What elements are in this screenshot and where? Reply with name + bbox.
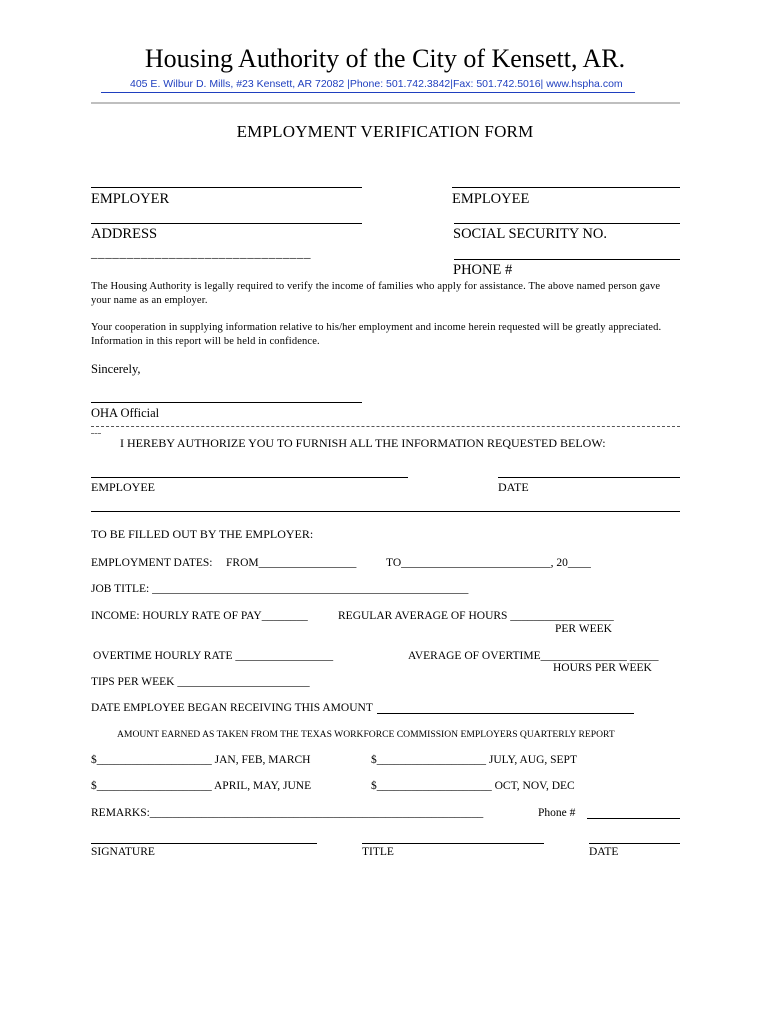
- employment-to-field[interactable]: TO__________________________, 20____: [386, 557, 591, 569]
- quarter-oct-dec-field[interactable]: $____________________ OCT, NOV, DEC: [371, 780, 575, 792]
- date-began-label: DATE EMPLOYEE BEGAN RECEIVING THIS AMOUNT: [91, 702, 373, 714]
- regular-average-hours-field[interactable]: REGULAR AVERAGE OF HOURS __________________: [338, 610, 614, 622]
- date-began-line[interactable]: [377, 713, 634, 714]
- employer-name-line[interactable]: [91, 187, 362, 188]
- letter-paragraph-2: Your cooperation in supplying information relative to his/her employment and income herein requested will be greatly appreciated. Information in this report will be held in confidence.: [91, 322, 662, 347]
- employer-label: EMPLOYER: [91, 191, 170, 207]
- ssn-label: SOCIAL SECURITY NO.: [453, 226, 607, 242]
- per-week-label: PER WEEK: [555, 623, 612, 635]
- overtime-hourly-rate-field[interactable]: OVERTIME HOURLY RATE _________________: [93, 650, 334, 662]
- signature-label: SIGNATURE: [91, 846, 155, 858]
- job-title-field[interactable]: JOB TITLE: _______________________________________________________: [91, 583, 469, 595]
- phone-line[interactable]: [454, 259, 680, 260]
- official-signature-line[interactable]: [91, 402, 362, 403]
- contact-line[interactable]: 405 E. Wilbur D. Mills, #23 Kensett, AR 72082 |Phone: 501.742.3842|Fax: 501.742.5016| www.hspha.com: [130, 78, 623, 90]
- employee-name-line[interactable]: [452, 187, 680, 188]
- quarter-jul-sep-field[interactable]: $___________________ JULY, AUG, SEPT: [371, 754, 577, 766]
- employer-signature-line[interactable]: [91, 843, 317, 844]
- tips-per-week-field[interactable]: TIPS PER WEEK _______________________: [91, 676, 310, 688]
- amount-earned-heading: AMOUNT EARNED AS TAKEN FROM THE TEXAS WORKFORCE COMMISSION EMPLOYERS QUARTERLY REPORT: [117, 729, 615, 740]
- authorization-employee-label: EMPLOYEE: [91, 480, 155, 494]
- employee-label: EMPLOYEE: [452, 191, 530, 207]
- authorization-date-line[interactable]: [498, 477, 680, 478]
- employer-address-line[interactable]: [91, 223, 362, 224]
- quarter-jan-mar-field[interactable]: $____________________ JAN, FEB, MARCH: [91, 754, 311, 766]
- phone-number-label: Phone #: [538, 807, 576, 819]
- phone-label: PHONE #: [453, 262, 513, 278]
- official-label: OHA Official: [91, 406, 160, 420]
- employee-signature-line[interactable]: [91, 477, 408, 478]
- hours-per-week-label: HOURS PER WEEK: [553, 662, 652, 674]
- employer-section-heading: TO BE FILLED OUT BY THE EMPLOYER:: [91, 527, 314, 541]
- title-label: TITLE: [362, 846, 394, 858]
- employment-from-field[interactable]: FROM_________________: [226, 557, 357, 569]
- quarter-apr-jun-field[interactable]: $____________________ APRIL, MAY, JUNE: [91, 780, 312, 792]
- dashed-separator: [91, 426, 680, 427]
- date-label: DATE: [589, 846, 619, 858]
- contact-underline: [101, 92, 635, 93]
- hourly-rate-field[interactable]: INCOME: HOURLY RATE OF PAY________: [91, 610, 308, 622]
- address-second-line[interactable]: _______________________________: [91, 245, 312, 260]
- average-overtime-field[interactable]: AVERAGE OF OVERTIME_______________ _____: [408, 650, 659, 662]
- organization-title: Housing Authority of the City of Kensett, AR.: [144, 44, 626, 73]
- closing-text: Sincerely,: [91, 362, 141, 376]
- section-divider: [91, 511, 680, 512]
- remarks-field[interactable]: REMARKS:__________________________________________________________: [91, 807, 484, 819]
- letter-paragraph-1: The Housing Authority is legally required to verify the income of families who apply for assistance. The above named person gave your name as an employer.: [91, 281, 661, 306]
- authorization-text: I HEREBY AUTHORIZE YOU TO FURNISH ALL THE INFORMATION REQUESTED BELOW:: [120, 436, 606, 450]
- header-divider: [91, 102, 680, 104]
- ssn-line[interactable]: [454, 223, 680, 224]
- employment-dates-label: EMPLOYMENT DATES:: [91, 557, 213, 569]
- dashed-separator-short: [91, 433, 101, 434]
- form-title: EMPLOYMENT VERIFICATION FORM: [236, 122, 534, 141]
- employer-title-line[interactable]: [362, 843, 544, 844]
- address-label: ADDRESS: [91, 226, 158, 242]
- employer-date-line[interactable]: [589, 843, 680, 844]
- authorization-date-label: DATE: [498, 480, 529, 494]
- phone-number-line[interactable]: [587, 818, 680, 819]
